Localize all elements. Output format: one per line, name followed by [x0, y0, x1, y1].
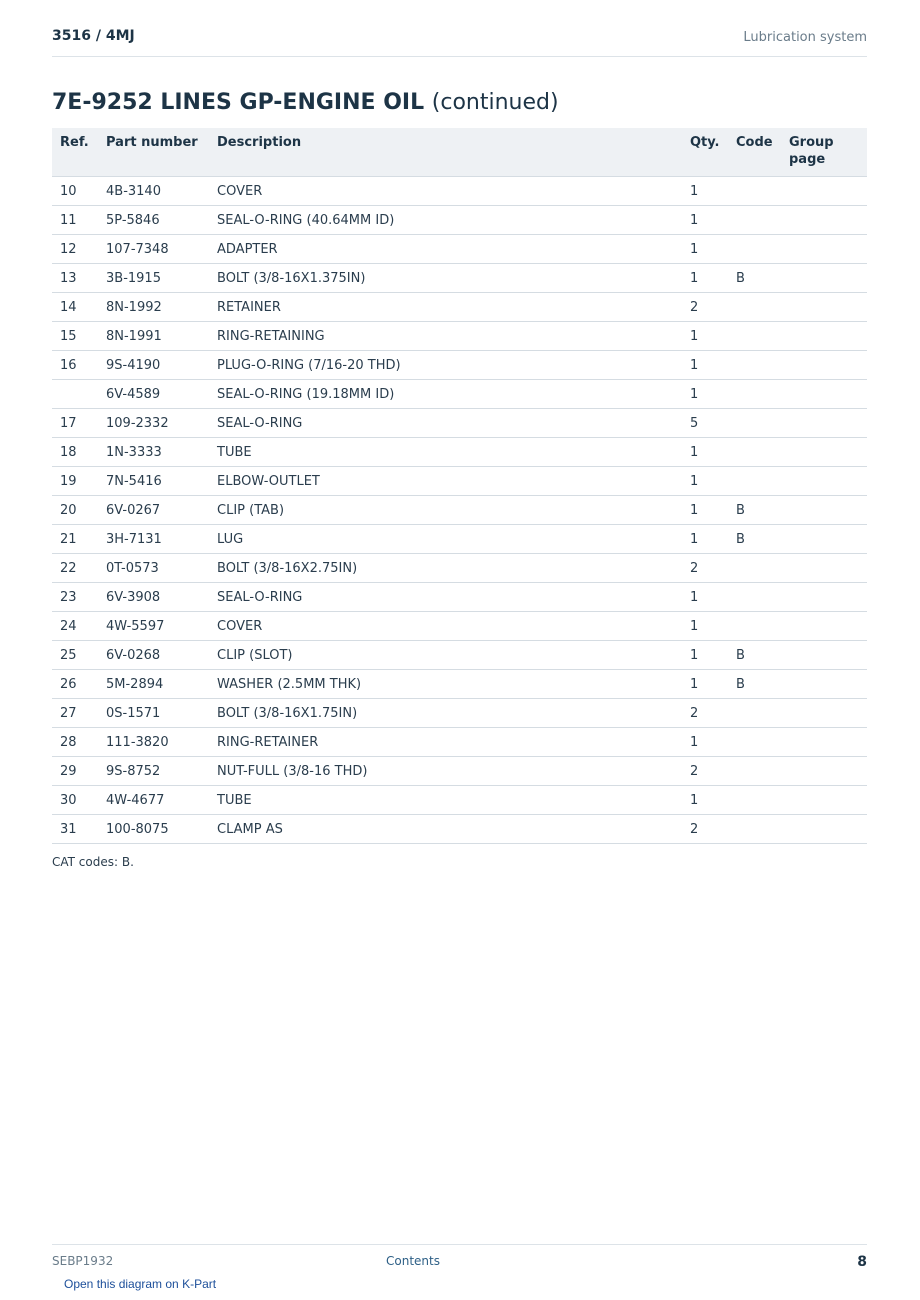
- cell-code: B: [728, 670, 781, 699]
- cell-group-page: [781, 351, 867, 380]
- cell-ref: 23: [52, 583, 98, 612]
- table-row: [52, 235, 867, 264]
- cell-group-page: [781, 699, 867, 728]
- cell-qty: 2: [682, 699, 728, 728]
- col-header-part-number: Part number: [98, 128, 209, 177]
- cell-group-page: [781, 467, 867, 496]
- section-label: Lubrication system: [743, 30, 867, 45]
- cell-part-number: 1N-3333: [98, 438, 209, 467]
- cell-code: [728, 206, 781, 235]
- cell-ref: 16: [52, 351, 98, 380]
- col-header-ref: Ref.: [52, 128, 98, 177]
- col-header-group-page: Group page: [781, 128, 867, 177]
- cell-qty: 1: [682, 670, 728, 699]
- table-row: [52, 670, 867, 699]
- col-header-code: Code: [728, 128, 781, 177]
- cell-description: ELBOW-OUTLET: [209, 467, 682, 496]
- cell-description: RETAINER: [209, 293, 682, 322]
- cell-qty: 2: [682, 815, 728, 844]
- col-header-qty: Qty.: [682, 128, 728, 177]
- parts-table-body: [52, 177, 867, 844]
- cell-group-page: [781, 409, 867, 438]
- table-row: [52, 641, 867, 670]
- cell-ref: 10: [52, 177, 98, 206]
- title-suffix: (continued): [431, 90, 559, 115]
- cell-code: [728, 815, 781, 844]
- cell-description: RING-RETAINING: [209, 322, 682, 351]
- cell-part-number: 8N-1992: [98, 293, 209, 322]
- cell-part-number: 107-7348: [98, 235, 209, 264]
- cell-code: [728, 467, 781, 496]
- table-row: [52, 699, 867, 728]
- cell-qty: 1: [682, 786, 728, 815]
- cell-qty: 1: [682, 264, 728, 293]
- table-row: [52, 467, 867, 496]
- cell-ref: 26: [52, 670, 98, 699]
- page-header: [52, 28, 867, 57]
- cell-code: [728, 583, 781, 612]
- cell-group-page: [781, 235, 867, 264]
- cell-description: PLUG-O-RING (7/16-20 THD): [209, 351, 682, 380]
- cell-qty: 1: [682, 583, 728, 612]
- table-row: [52, 728, 867, 757]
- table-row: [52, 177, 867, 206]
- cell-qty: 1: [682, 467, 728, 496]
- cell-qty: 1: [682, 496, 728, 525]
- cell-code: B: [728, 525, 781, 554]
- cell-part-number: 0T-0573: [98, 554, 209, 583]
- page-title: [52, 90, 559, 115]
- cell-ref: 14: [52, 293, 98, 322]
- cell-group-page: [781, 293, 867, 322]
- cell-part-number: 111-3820: [98, 728, 209, 757]
- cell-description: CLIP (SLOT): [209, 641, 682, 670]
- cell-description: COVER: [209, 177, 682, 206]
- table-row: [52, 525, 867, 554]
- cell-ref: 25: [52, 641, 98, 670]
- cell-group-page: [781, 815, 867, 844]
- cell-group-page: [781, 525, 867, 554]
- cell-ref: 20: [52, 496, 98, 525]
- document-id: SEBP1932: [52, 1254, 114, 1268]
- cell-part-number: 3H-7131: [98, 525, 209, 554]
- cell-code: [728, 438, 781, 467]
- cell-description: TUBE: [209, 786, 682, 815]
- cell-description: BOLT (3/8-16X2.75IN): [209, 554, 682, 583]
- cell-ref: 24: [52, 612, 98, 641]
- cell-group-page: [781, 206, 867, 235]
- cell-group-page: [781, 438, 867, 467]
- table-row: [52, 554, 867, 583]
- cell-description: BOLT (3/8-16X1.375IN): [209, 264, 682, 293]
- cell-code: [728, 757, 781, 786]
- table-row: [52, 322, 867, 351]
- col-header-description: Description: [209, 128, 682, 177]
- cell-part-number: 9S-4190: [98, 351, 209, 380]
- table-row: [52, 757, 867, 786]
- cell-code: [728, 699, 781, 728]
- cell-description: SEAL-O-RING (19.18MM ID): [209, 380, 682, 409]
- cell-code: B: [728, 496, 781, 525]
- cell-ref: 17: [52, 409, 98, 438]
- cell-qty: 1: [682, 612, 728, 641]
- cell-description: TUBE: [209, 438, 682, 467]
- cell-qty: 5: [682, 409, 728, 438]
- cell-ref: 13: [52, 264, 98, 293]
- cell-qty: 1: [682, 177, 728, 206]
- page-footer: [52, 1244, 867, 1273]
- cell-code: [728, 293, 781, 322]
- cell-code: [728, 612, 781, 641]
- cell-qty: 1: [682, 728, 728, 757]
- table-row: [52, 351, 867, 380]
- table-row: [52, 815, 867, 844]
- cell-group-page: [781, 554, 867, 583]
- cat-codes-note: CAT codes: B.: [52, 855, 134, 869]
- cell-qty: 1: [682, 206, 728, 235]
- cell-ref: 15: [52, 322, 98, 351]
- table-row: [52, 438, 867, 467]
- cell-description: COVER: [209, 612, 682, 641]
- cell-ref: 22: [52, 554, 98, 583]
- cell-ref: 11: [52, 206, 98, 235]
- table-row: [52, 264, 867, 293]
- cell-group-page: [781, 264, 867, 293]
- cell-group-page: [781, 380, 867, 409]
- cell-code: [728, 235, 781, 264]
- cell-part-number: 6V-3908: [98, 583, 209, 612]
- cell-code: B: [728, 264, 781, 293]
- cell-qty: 1: [682, 380, 728, 409]
- cell-part-number: 9S-8752: [98, 757, 209, 786]
- table-row: [52, 612, 867, 641]
- cell-description: CLAMP AS: [209, 815, 682, 844]
- cell-ref: 12: [52, 235, 98, 264]
- cell-qty: 1: [682, 322, 728, 351]
- cell-description: SEAL-O-RING: [209, 583, 682, 612]
- title-main: 7E-9252 LINES GP-ENGINE OIL: [52, 90, 425, 115]
- cell-ref: 27: [52, 699, 98, 728]
- cell-qty: 2: [682, 293, 728, 322]
- cell-group-page: [781, 757, 867, 786]
- kpart-diagram-link[interactable]: Open this diagram on K-Part: [64, 1277, 217, 1291]
- cell-group-page: [781, 322, 867, 351]
- cell-part-number: 4B-3140: [98, 177, 209, 206]
- cell-qty: 1: [682, 235, 728, 264]
- cell-ref: 31: [52, 815, 98, 844]
- cell-part-number: 5P-5846: [98, 206, 209, 235]
- cell-code: [728, 554, 781, 583]
- cell-group-page: [781, 583, 867, 612]
- cell-part-number: 4W-5597: [98, 612, 209, 641]
- cell-ref: 21: [52, 525, 98, 554]
- cell-description: ADAPTER: [209, 235, 682, 264]
- page-number: 8: [857, 1254, 867, 1270]
- cell-ref: 19: [52, 467, 98, 496]
- table-row: [52, 293, 867, 322]
- cell-description: SEAL-O-RING: [209, 409, 682, 438]
- cell-part-number: 100-8075: [98, 815, 209, 844]
- cell-part-number: 6V-0268: [98, 641, 209, 670]
- cell-part-number: 8N-1991: [98, 322, 209, 351]
- cell-ref: 28: [52, 728, 98, 757]
- cell-ref: [52, 380, 98, 409]
- cell-description: NUT-FULL (3/8-16 THD): [209, 757, 682, 786]
- cell-description: BOLT (3/8-16X1.75IN): [209, 699, 682, 728]
- table-row: [52, 380, 867, 409]
- cell-group-page: [781, 786, 867, 815]
- cell-ref: 30: [52, 786, 98, 815]
- cell-group-page: [781, 728, 867, 757]
- cell-code: [728, 728, 781, 757]
- table-header-row: [52, 128, 867, 177]
- cell-description: WASHER (2.5MM THK): [209, 670, 682, 699]
- cell-qty: 2: [682, 757, 728, 786]
- cell-description: SEAL-O-RING (40.64MM ID): [209, 206, 682, 235]
- cell-code: [728, 177, 781, 206]
- cell-part-number: 109-2332: [98, 409, 209, 438]
- cell-code: [728, 322, 781, 351]
- cell-qty: 1: [682, 438, 728, 467]
- cell-part-number: 6V-0267: [98, 496, 209, 525]
- cell-group-page: [781, 612, 867, 641]
- cell-part-number: 5M-2894: [98, 670, 209, 699]
- table-row: [52, 409, 867, 438]
- cell-group-page: [781, 641, 867, 670]
- table-row: [52, 496, 867, 525]
- cell-code: [728, 380, 781, 409]
- cell-group-page: [781, 177, 867, 206]
- cell-code: [728, 409, 781, 438]
- cell-qty: 1: [682, 525, 728, 554]
- cell-part-number: 3B-1915: [98, 264, 209, 293]
- table-row: [52, 583, 867, 612]
- cell-ref: 18: [52, 438, 98, 467]
- cell-ref: 29: [52, 757, 98, 786]
- cell-description: LUG: [209, 525, 682, 554]
- cell-code: [728, 786, 781, 815]
- cell-group-page: [781, 496, 867, 525]
- table-row: [52, 786, 867, 815]
- cell-qty: 2: [682, 554, 728, 583]
- parts-table: [52, 128, 867, 844]
- contents-link[interactable]: Contents: [386, 1254, 440, 1268]
- cell-part-number: 7N-5416: [98, 467, 209, 496]
- cell-part-number: 0S-1571: [98, 699, 209, 728]
- model-label: 3516 / 4MJ: [52, 28, 135, 44]
- cell-description: RING-RETAINER: [209, 728, 682, 757]
- cell-group-page: [781, 670, 867, 699]
- cell-qty: 1: [682, 641, 728, 670]
- table-row: [52, 206, 867, 235]
- cell-qty: 1: [682, 351, 728, 380]
- cell-code: [728, 351, 781, 380]
- cell-description: CLIP (TAB): [209, 496, 682, 525]
- cell-part-number: 6V-4589: [98, 380, 209, 409]
- cell-part-number: 4W-4677: [98, 786, 209, 815]
- cell-code: B: [728, 641, 781, 670]
